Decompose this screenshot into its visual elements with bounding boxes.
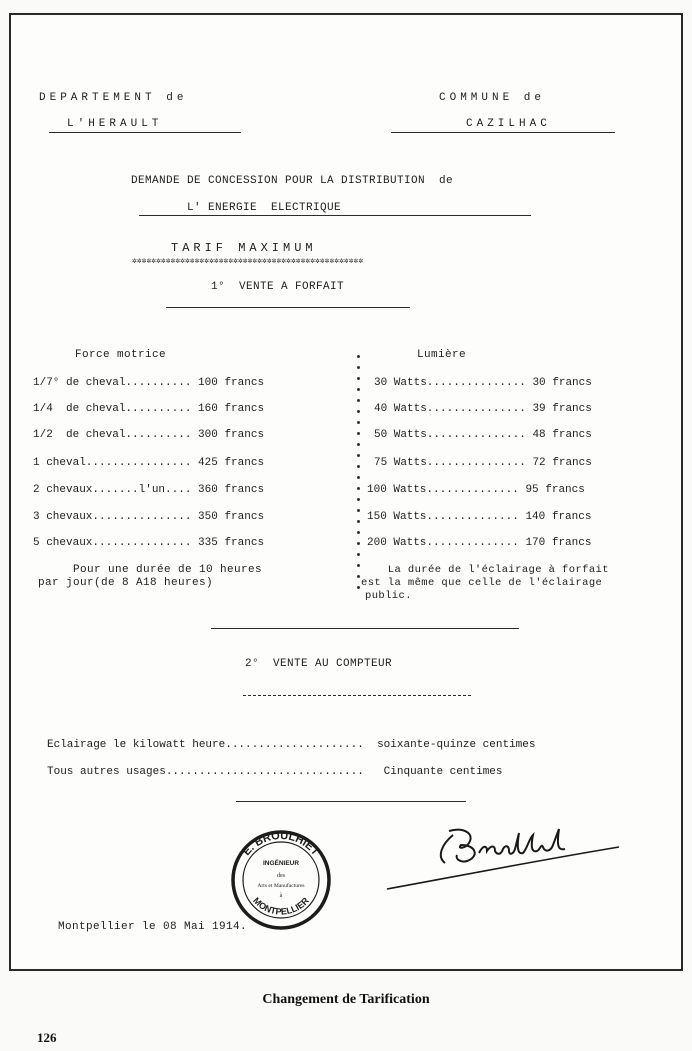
place-date: Montpellier le 08 Mai 1914. xyxy=(58,921,248,933)
section-1-underline xyxy=(166,307,410,308)
lumiere-row-label: 200 Watts.............. xyxy=(367,537,519,549)
lumiere-row xyxy=(367,537,591,549)
compteur-row-value: soixante-quinze centimes xyxy=(377,739,536,751)
lumiere-row xyxy=(374,377,592,389)
lumiere-header: Lumière xyxy=(417,349,467,361)
department-name: L'HERAULT xyxy=(67,118,163,130)
lumiere-row-label: 75 Watts............... xyxy=(374,457,526,469)
department-label: DEPARTEMENT de xyxy=(39,92,188,104)
force-note-line-1: Pour une durée de 10 heures xyxy=(45,564,263,576)
force-row-price: 335 francs xyxy=(198,537,265,549)
handwritten-signature xyxy=(383,815,623,895)
section-2-underline xyxy=(243,695,471,696)
stamp-line-1: INGÉNIEUR xyxy=(262,860,300,867)
force-row xyxy=(33,377,264,389)
lumiere-note-line-1: La durée de l'éclairage à forfait xyxy=(361,564,609,576)
column-separator xyxy=(357,355,361,597)
request-line-2: L' ENERGIE ELECTRIQUE xyxy=(187,202,342,214)
request-underline xyxy=(139,215,531,216)
lumiere-row-price: 30 francs xyxy=(532,377,592,389)
force-row-label: 1/7° de cheval.......... xyxy=(33,377,192,389)
section-2-title: 2° VENTE AU COMPTEUR xyxy=(245,658,393,670)
force-row-label: 3 chevaux............... xyxy=(33,511,192,523)
stamp-line-2: des xyxy=(277,873,285,879)
compteur-row-label: Tous autres usages.............................. xyxy=(47,766,364,778)
stamp-line-4: à xyxy=(279,893,283,899)
section-divider xyxy=(211,628,519,629)
force-row-label: 5 chevaux............... xyxy=(33,537,192,549)
svg-text:E. BROULHIET xyxy=(241,830,322,858)
lumiere-note-line-3: public. xyxy=(365,590,412,602)
tariff-title: TARIF MAXIMUM xyxy=(171,241,317,255)
lumiere-row-price: 72 francs xyxy=(532,457,592,469)
lumiere-row-price: 39 francs xyxy=(532,403,592,415)
lumiere-row-price: 170 francs xyxy=(525,537,592,549)
document-sheet xyxy=(9,13,683,971)
compteur-row-value: Cinquante centimes xyxy=(383,766,503,778)
force-row-price: 300 francs xyxy=(198,429,265,441)
compteur-row-label: Eclairage le kilowatt heure..................... xyxy=(47,739,364,751)
request-line-1: DEMANDE DE CONCESSION POUR LA DISTRIBUTION de xyxy=(131,175,454,187)
section-1-title: 1° VENTE A FORFAIT xyxy=(211,281,345,293)
engineer-stamp xyxy=(226,825,336,931)
force-row xyxy=(33,511,264,523)
figure-caption: Changement de Tarification xyxy=(262,992,430,1007)
commune-name: CAZILHAC xyxy=(466,118,551,130)
force-row-label: 1/2 de cheval.......... xyxy=(33,429,192,441)
lumiere-row xyxy=(367,484,585,496)
stamp-name: E. BROULHIET xyxy=(240,829,322,858)
force-row-price: 100 francs xyxy=(198,377,265,389)
lumiere-row xyxy=(374,403,592,415)
force-row-price: 160 francs xyxy=(198,403,265,415)
force-row-label: 2 chevaux.......l'un.... xyxy=(33,484,192,496)
stamp-city: MONTPELLIER xyxy=(251,895,311,917)
force-row xyxy=(33,537,264,549)
lumiere-row-label: 150 Watts.............. xyxy=(367,511,519,523)
force-row xyxy=(33,429,264,441)
lumiere-note-line-2: est la même que celle de l'éclairage xyxy=(361,577,603,589)
force-row xyxy=(33,457,264,469)
compteur-row xyxy=(47,739,536,751)
force-row-price: 425 francs xyxy=(198,457,265,469)
force-row xyxy=(33,484,264,496)
commune-label: COMMUNE de xyxy=(439,92,546,104)
commune-underline xyxy=(391,132,615,133)
lumiere-row-label: 40 Watts............... xyxy=(374,403,526,415)
department-underline xyxy=(49,132,241,133)
force-note-line-2: par jour(de 8 A18 heures) xyxy=(38,577,214,589)
signature-divider xyxy=(236,801,466,802)
lumiere-row-price: 48 francs xyxy=(532,429,592,441)
force-row-label: 1 cheval................ xyxy=(33,457,192,469)
lumiere-row xyxy=(374,457,592,469)
lumiere-row-label: 100 Watts.............. xyxy=(367,484,519,496)
page-number: 126 xyxy=(37,1030,57,1045)
lumiere-row-label: 30 Watts............... xyxy=(374,377,526,389)
force-row-price: 360 francs xyxy=(198,484,265,496)
lumiere-row-label: 50 Watts............... xyxy=(374,429,526,441)
star-rule: ✲✲✲✲✲✲✲✲✲✲✲✲✲✲✲✲✲✲✲✲✲✲✲✲✲✲✲✲✲✲✲✲✲✲✲✲✲✲✲✲✲✲✲✲✲✲✲✲ xyxy=(132,257,364,266)
force-row xyxy=(33,403,264,415)
lumiere-row-price: 140 francs xyxy=(525,511,592,523)
force-motrice-header: Force motrice xyxy=(75,349,167,361)
compteur-row xyxy=(47,766,503,778)
force-row-label: 1/4 de cheval.......... xyxy=(33,403,192,415)
lumiere-row-price: 95 francs xyxy=(525,484,585,496)
lumiere-row xyxy=(367,511,591,523)
force-row-price: 350 francs xyxy=(198,511,265,523)
stamp-line-3: Arts et Manufactures xyxy=(257,883,305,889)
lumiere-row xyxy=(374,429,592,441)
